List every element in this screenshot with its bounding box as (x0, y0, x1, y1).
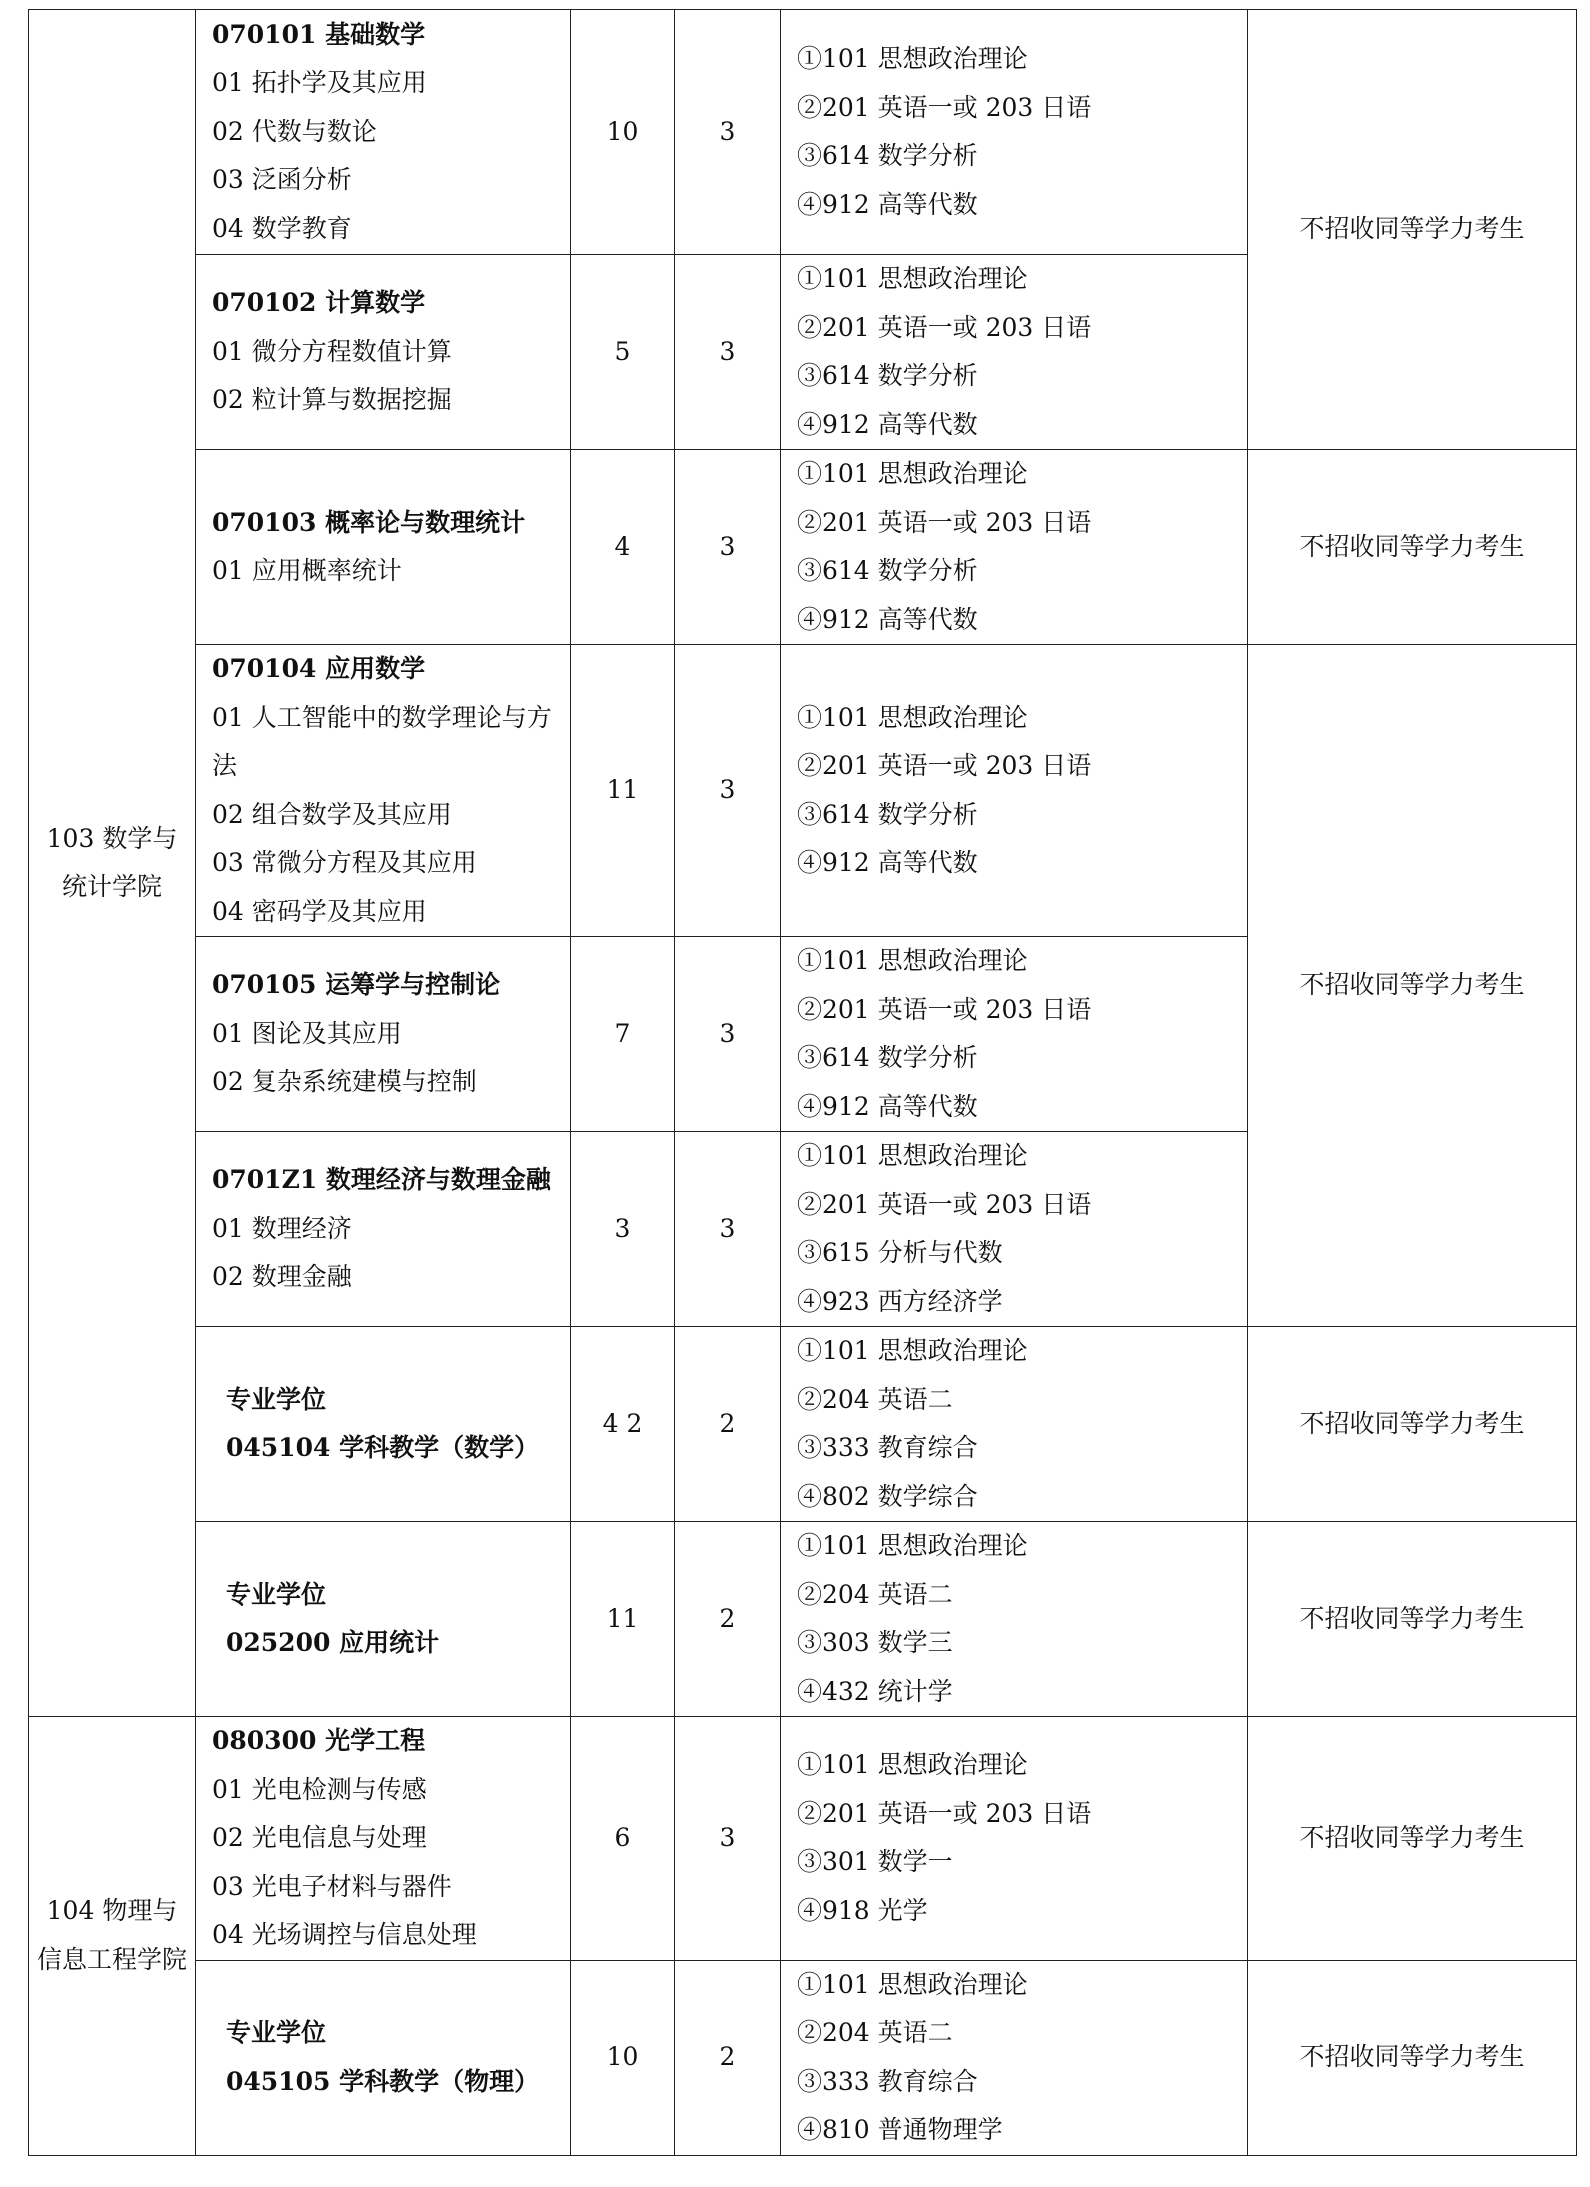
exam-subjects-cell (781, 1522, 1248, 1717)
research-direction: 02 光电信息与处理 (212, 1823, 427, 1852)
research-direction: 02 代数与数论 (212, 116, 377, 146)
table-row (29, 1717, 1577, 1961)
exam-subjects-cell (781, 1327, 1248, 1522)
exam-subjects-cell (781, 255, 1248, 450)
study-years: 3 (675, 645, 781, 937)
enrollment-count: 5 (571, 255, 675, 450)
enrollment-count: 10 (571, 10, 675, 255)
remark-cell: 不招收同等学力考生 (1248, 645, 1577, 1327)
major-title: 070102 计算数学 (212, 288, 426, 318)
major-cell (196, 1960, 571, 2155)
major-code-title: 025200 应用统计 (226, 1628, 440, 1657)
study-years: 3 (675, 937, 781, 1132)
enrollment-count: 11 (571, 645, 675, 937)
exam-subject: ②201 英语一或 203 日语 (797, 92, 1092, 122)
exam-subjects-cell (781, 10, 1248, 255)
exam-subject: ①101 思想政治理论 (797, 1969, 1028, 1999)
major-cell (196, 645, 571, 937)
major-cell (196, 450, 571, 645)
exam-subjects-cell (781, 1717, 1248, 1961)
research-direction: 03 光电子材料与器件 (212, 1871, 452, 1901)
exam-subject: ③615 分析与代数 (797, 1238, 1003, 1267)
exam-subject: ③301 数学一 (797, 1847, 953, 1877)
major-cell (196, 1717, 571, 1961)
exam-subject: ①101 思想政治理论 (797, 1531, 1028, 1560)
table-row (29, 1960, 1577, 2155)
study-years: 3 (675, 255, 781, 450)
exam-subject: ④912 高等代数 (797, 409, 978, 439)
exam-subject: ④912 高等代数 (797, 1091, 978, 1121)
enrollment-count: 6 (571, 1717, 675, 1961)
study-years: 2 (675, 1327, 781, 1522)
remark-cell: 不招收同等学力考生 (1248, 450, 1577, 645)
major-title: 080300 光学工程 (212, 1726, 426, 1755)
college-name: 103 数学与统计学院 (46, 823, 178, 901)
exam-subject: ②201 英语一或 203 日语 (797, 1798, 1092, 1828)
study-years: 2 (675, 1522, 781, 1717)
major-title: 专业学位 (226, 1384, 327, 1414)
major-title: 070104 应用数学 (212, 654, 426, 683)
enrollment-count: 10 (571, 1960, 675, 2155)
exam-subject: ③614 数学分析 (797, 141, 978, 170)
research-direction: 04 密码学及其应用 (212, 896, 427, 926)
exam-subject: ②201 英语一或 203 日语 (797, 994, 1092, 1024)
exam-subject: ③614 数学分析 (797, 556, 978, 585)
exam-subject: ③614 数学分析 (797, 1043, 978, 1072)
exam-subject: ①101 思想政治理论 (797, 264, 1028, 293)
college-cell (29, 10, 196, 1717)
exam-subjects-cell (781, 450, 1248, 645)
enrollment-count: 4 (571, 450, 675, 645)
major-code-title: 045105 学科教学（物理） (226, 2066, 540, 2096)
research-direction: 01 应用概率统计 (212, 556, 402, 585)
research-direction: 01 数理经济 (212, 1213, 352, 1243)
major-title: 专业学位 (226, 1579, 327, 1609)
exam-subject: ④912 高等代数 (797, 604, 978, 634)
research-direction: 03 常微分方程及其应用 (212, 848, 477, 877)
remark-cell: 不招收同等学力考生 (1248, 1960, 1577, 2155)
study-years: 2 (675, 1960, 781, 2155)
exam-subject: ②204 英语二 (797, 1579, 953, 1609)
study-years: 3 (675, 10, 781, 255)
exam-subjects-cell (781, 645, 1248, 937)
exam-subject: ②204 英语二 (797, 1384, 953, 1414)
exam-subject: ①101 思想政治理论 (797, 1141, 1028, 1170)
remark-cell: 不招收同等学力考生 (1248, 1327, 1577, 1522)
exam-subjects-cell (781, 937, 1248, 1132)
remark-cell: 不招收同等学力考生 (1248, 1522, 1577, 1717)
exam-subject: ②201 英语一或 203 日语 (797, 1189, 1092, 1219)
research-direction: 02 组合数学及其应用 (212, 799, 452, 829)
exam-subject: ④432 统计学 (797, 1676, 953, 1706)
research-direction: 02 复杂系统建模与控制 (212, 1067, 477, 1097)
enrollment-count: 3 (571, 1132, 675, 1327)
major-cell (196, 1327, 571, 1522)
enrollment-count: 7 (571, 937, 675, 1132)
exam-subject: ①101 思想政治理论 (797, 946, 1028, 975)
enrollment-count: 4 2 (571, 1327, 675, 1522)
exam-subject: ④923 西方经济学 (797, 1286, 1003, 1316)
major-title: 070105 运筹学与控制论 (212, 970, 501, 1000)
research-direction: 02 粒计算与数据挖掘 (212, 385, 452, 415)
research-direction: 02 数理金融 (212, 1262, 352, 1292)
research-direction: 01 图论及其应用 (212, 1018, 402, 1048)
exam-subject: ③333 教育综合 (797, 1433, 978, 1462)
table-row (29, 450, 1577, 645)
college-name: 104 物理与信息工程学院 (37, 1896, 188, 1974)
college-cell (29, 1717, 196, 2156)
table-row (29, 1522, 1577, 1717)
exam-subject: ②201 英语一或 203 日语 (797, 312, 1092, 342)
research-direction: 01 拓扑学及其应用 (212, 68, 427, 98)
major-cell (196, 255, 571, 450)
major-cell (196, 1522, 571, 1717)
exam-subject: ③303 数学三 (797, 1628, 953, 1657)
research-direction: 01 光电检测与传感 (212, 1774, 427, 1804)
exam-subject: ③333 教育综合 (797, 2066, 978, 2096)
exam-subject: ④912 高等代数 (797, 189, 978, 219)
major-cell (196, 1132, 571, 1327)
major-title: 070101 基础数学 (212, 19, 426, 49)
major-title: 0701Z1 数理经济与数理金融 (212, 1165, 551, 1195)
study-years: 3 (675, 1132, 781, 1327)
table-row (29, 1327, 1577, 1522)
exam-subject: ②201 英语一或 203 日语 (797, 751, 1092, 780)
remark-cell: 不招收同等学力考生 (1248, 10, 1577, 450)
research-direction: 01 微分方程数值计算 (212, 336, 452, 366)
enrollment-count: 11 (571, 1522, 675, 1717)
table-row (29, 645, 1577, 937)
major-title: 专业学位 (226, 2018, 327, 2047)
exam-subject: ①101 思想政治理论 (797, 459, 1028, 488)
research-direction: 04 光场调控与信息处理 (212, 1920, 477, 1949)
major-cell (196, 10, 571, 255)
research-direction: 01 人工智能中的数学理论与方法 (212, 702, 552, 780)
table-row (29, 10, 1577, 255)
study-years: 3 (675, 450, 781, 645)
exam-subject: ④810 普通物理学 (797, 2115, 1003, 2144)
exam-subject: ①101 思想政治理论 (797, 702, 1028, 732)
exam-subject: ②201 英语一或 203 日语 (797, 507, 1092, 537)
exam-subjects-cell (781, 1132, 1248, 1327)
admissions-table (28, 9, 1577, 2156)
exam-subject: ④802 数学综合 (797, 1481, 978, 1511)
exam-subject: ①101 思想政治理论 (797, 1750, 1028, 1780)
exam-subjects-cell (781, 1960, 1248, 2155)
exam-subject: ③614 数学分析 (797, 361, 978, 390)
remark-cell: 不招收同等学力考生 (1248, 1717, 1577, 1961)
research-direction: 04 数学教育 (212, 213, 352, 243)
research-direction: 03 泛函分析 (212, 165, 352, 195)
exam-subject: ④912 高等代数 (797, 848, 978, 877)
exam-subject: ④918 光学 (797, 1895, 928, 1925)
study-years: 3 (675, 1717, 781, 1961)
major-title: 070103 概率论与数理统计 (212, 507, 526, 537)
exam-subject: ①101 思想政治理论 (797, 1336, 1028, 1365)
major-cell (196, 937, 571, 1132)
major-code-title: 045104 学科教学（数学） (226, 1433, 540, 1462)
exam-subject: ③614 数学分析 (797, 799, 978, 829)
exam-subject: ①101 思想政治理论 (797, 44, 1028, 73)
exam-subject: ②204 英语二 (797, 2018, 953, 2047)
